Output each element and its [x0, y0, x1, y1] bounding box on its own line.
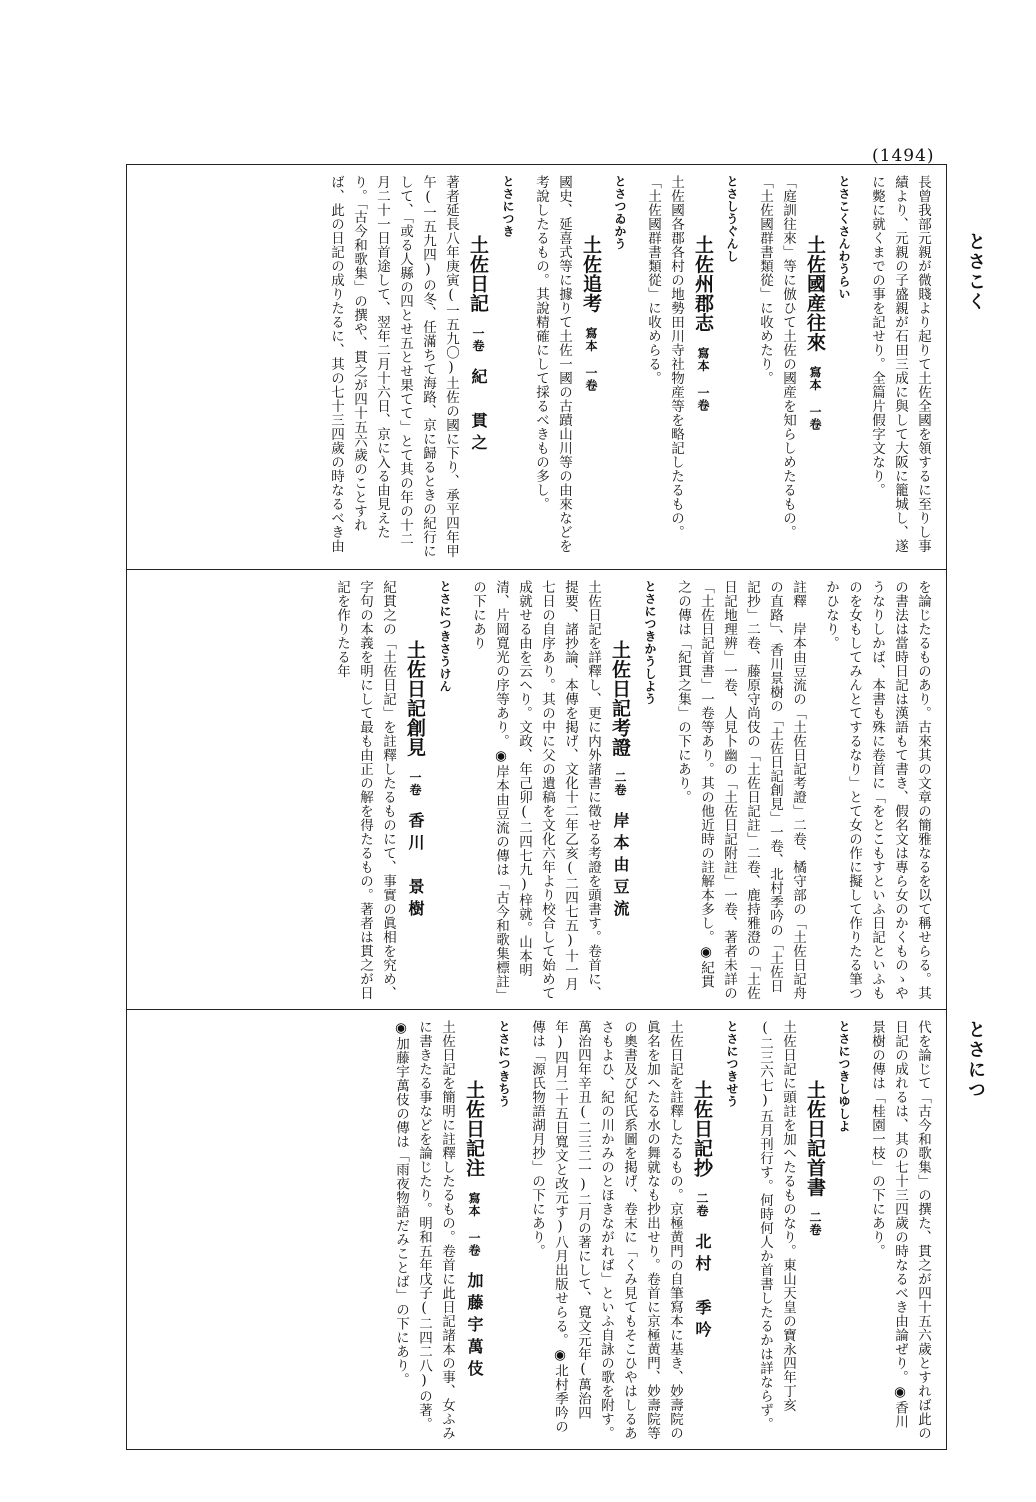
entry-volumes: 寫本 一卷: [808, 366, 822, 431]
entry-reading: とさにつき: [501, 175, 515, 238]
entry-author: 岸本由豆流: [611, 812, 630, 922]
entry-reading: とさにつきさうけん: [438, 580, 452, 693]
entry-title: 土佐日記首書: [804, 1080, 826, 1197]
band-upper: [127, 165, 946, 569]
band-lower: [127, 1009, 946, 1452]
entry-volumes: 寫本 一卷: [584, 327, 598, 392]
entry-author: 香川 景樹: [406, 812, 425, 922]
entry-body: 土佐日記に頭註を加へたるものなり。東山天皇の寶永四年丁亥(二三六七)五月刊行す。何時何人か首書したるかは詳ならず。: [757, 1020, 796, 1431]
dictionary-entry: [529, 175, 631, 559]
page-number: (1494): [872, 146, 935, 166]
entry-body: 土佐國各郡各村の地勢田川寺社物産等を略記したるもの。「土佐國群書類從」に收めらる。: [645, 175, 684, 539]
entry-body: 紀貫之の「土佐日記」を註釋したるものにて、事實の眞相を究め、字句の本義を明にして最も由正の解を得たるもの。著者は貫之が日記を作りたる年: [334, 580, 396, 1000]
entry-body: 代を論じて「古今和歌集」の撰た、貫之が四十五六歲とすれば此の日記の成れるは、其の七十三四歲の時なるべき由論ぜり。◉香川景樹の傳は「桂園一枝」の下にあり。: [869, 1020, 931, 1440]
entry-heading: [691, 235, 714, 559]
entry-volumes: 一卷: [408, 771, 422, 796]
dictionary-entry: [641, 175, 743, 559]
entry-body: 土佐日記を詳釋し、更に内外諸書に徵せる考證を頭書す。卷首に、提要、諸抄論、本傳を掲げ、文化十二年乙亥(二四七五)十一月七日の自序あり。其の中に父の遺稿を文化六年より校合して始めて成就せる由を云へり。文政、年己卯(二四七九)梓就。山本明清、片岡寬光の序等あり。◉岸本由豆流の傳は「古今和歌集標註」の下にあり: [470, 580, 601, 1000]
entry-volumes: 二卷: [695, 1191, 709, 1217]
entry-heading: [462, 1080, 486, 1442]
entry-body: 土佐日記を簡明に註釋したるもの。卷首に此日記諸本の事、女ふみに書きたる事などを論じたり。明和五年戊子(二四二八)の著。◉加藤宇萬伎の傳は「雨夜物語だみことば」の下にあり。: [393, 1020, 455, 1440]
dictionary-entry: [865, 175, 934, 559]
entry-author: 北村 季吟: [693, 1232, 712, 1343]
dictionary-entry: [865, 1020, 934, 1442]
entry-title: 土佐國産往來: [804, 235, 826, 352]
entry-body: 「庭訓往來」等に倣ひて土佐の國産を知らしめたるもの。「土佐國群書類從」に收めたり。: [757, 175, 796, 539]
entry-heading: [803, 235, 826, 559]
entry-author: 加藤宇萬伎: [465, 1272, 484, 1382]
entry-body: 土佐日記を註釋したるもの。京極黄門の自筆寫本に基き、妙壽院の眞名を加へたる水の舞就なも抄出せり。卷首に京極黄門、妙壽院等の奧書及び紀氏系圖を掲げ、卷末に「くみ見てもそこひやはしるあさもよひ、紀の川かみのとほきながれば」といふ自詠の歌を附す。萬治四年辛丑(二三二一)二月の著にして、寬文元年(萬治四年)四月二十五日寬文と改元す)八月出版せらる。◉北村季吟の傳は「源氏物語湖月抄」の下にあり。: [529, 1020, 683, 1440]
entry-title: 土佐日記考證: [609, 640, 631, 757]
entry-volumes: 一卷: [471, 327, 485, 352]
running-head-top: とさこく: [965, 232, 986, 312]
entry-volumes: 二卷: [613, 771, 627, 796]
band-entries: [133, 580, 934, 1000]
dictionary-entry: [466, 580, 661, 1000]
entry-body: 註釋 岸本由豆流の「土佐日記考證」二卷、橘守部の「土佐日記舟の直路」、香川景樹の「土佐日記創見」一卷、北村季吟の「土佐日記抄」二卷、藤原守尚伎の「土佐日記註」二卷、鹿持雅澄の「土佐日記地理辨」一卷、人見卜幽の「土佐日記附註」一卷、著者未詳の「土佐日記首書」一卷等あり。其の他近時の註解本多し。◉紀貫之の傳は「紀貫之集」の下にあり。: [675, 580, 806, 1000]
band-entries: [133, 175, 934, 559]
entry-body: 長曾我部元親が微賤より起りて土佐全國を領するに至りし事績より、元親の子盛親が石田三成に與して大阪に籠城し、遂に斃に就くまでの事を記せり。全篇片假字文なり。: [869, 175, 931, 553]
entry-reading: とさしうぐんし: [725, 175, 739, 263]
entry-volumes: 二卷: [808, 1211, 822, 1236]
entry-title: 土佐州郡志: [692, 235, 714, 333]
dictionary-entry: [753, 1020, 855, 1442]
dictionary-entry: [671, 580, 809, 1000]
entry-heading: [803, 1080, 826, 1442]
entry-reading: とさにつきちう: [497, 1020, 511, 1108]
dictionary-entry: [330, 580, 456, 1000]
dictionary-entry: [819, 580, 934, 1000]
entry-heading: [403, 640, 427, 1000]
dictionary-entry: [389, 1020, 515, 1442]
entry-body: 著者延長八年庚寅(一五九〇)土佐の國に下り、承平四年甲午(一五九四)の冬、任滿ちて海路、京に歸るときの紀行にして、「或る人縣の四とせ五とせ果てて」とて其の年の十二月二十一日首途して、翌年二月十六日、京に入る由見えたり。「古今和歌集」の撰や、貫之が四十五六歲のことすれば、此の日記の成りたるに、其の七十三四歲の時なるべき由: [328, 175, 459, 558]
entry-heading: [608, 640, 632, 1000]
entry-volumes: 寫本 一卷: [467, 1191, 481, 1256]
entry-reading: とさこくさんわうらい: [837, 175, 851, 300]
entry-reading: とさつゐかう: [613, 175, 627, 250]
dictionary-entry: [525, 1020, 743, 1442]
entry-reading: とさにつきかうしよう: [643, 580, 657, 705]
entry-title: 土佐追考: [580, 235, 602, 313]
entry-title: 土佐日記: [467, 235, 489, 313]
band-entries: [133, 1020, 934, 1442]
entry-title: 土佐日記注: [463, 1080, 485, 1178]
entry-title: 土佐日記抄: [691, 1080, 713, 1178]
entry-author: 紀 貫之: [469, 368, 488, 456]
entry-body: を論じたるものあり。古來其の文章の簡雅なるを以て稱せらる。其の書法は當時日記は漢語もて書き、假名文は專ら女のかくものゝやうなりしかば、本書も殊に卷首に「をとこもすといふ日記といふものを女もしてみんとてするなり」とて女の作に擬して作りたる筆つかひなり。: [823, 580, 931, 1000]
entry-heading: [690, 1080, 714, 1442]
entry-reading: とさにつきしゆしよ: [837, 1020, 851, 1133]
running-head-bottom: とさにつ: [965, 1020, 986, 1100]
page-frame: [126, 164, 947, 1450]
band-middle: [127, 569, 946, 1010]
entry-volumes: 寫本 一卷: [696, 346, 710, 411]
entry-reading: とさにつきせう: [725, 1020, 739, 1108]
dictionary-entry: [753, 175, 855, 559]
entry-title: 土佐日記創見: [404, 640, 426, 757]
entry-heading: [579, 235, 602, 559]
dictionary-entry: [324, 175, 519, 559]
entry-body: 國史、延喜式等に據りて土佐一國の古蹟山川等の由來などを考說したるもの。其說精確にして採るべきもの多し。: [533, 175, 572, 553]
entry-heading: [466, 235, 490, 559]
